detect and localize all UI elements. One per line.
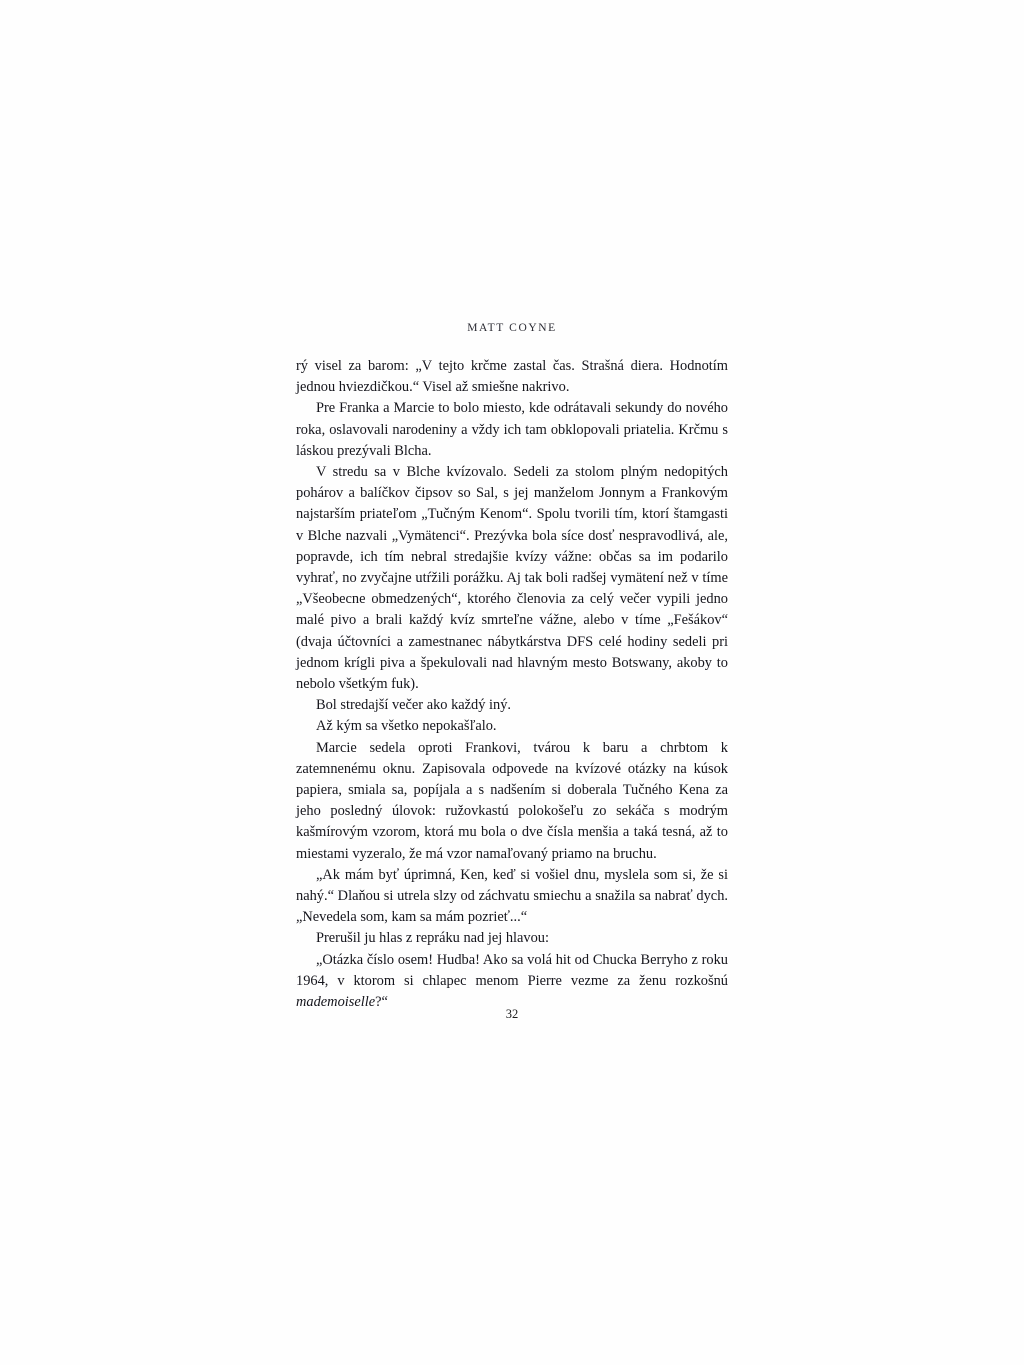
paragraph: Bol stredajší večer ako každý iný. — [316, 697, 512, 714]
paragraph: Prerušil ju hlas z repráku nad jej hlavou: — [316, 930, 549, 947]
paragraph: V stredu sa v Blche kvízovalo. Sedeli za stolom plným nedopitých pohárov a balíčkov čipsov so Sal, s jej manželom Jonnym a Frankovým najstarším priateľom „Tučným Kenom“. Spolu tvorili tím, ktorí štamgasti v Blche nazvali „Vymätenci“. Prezývka bola síce dosť nespravodlivá, ale, popravde, ich tím nebral stredajšie kvízy vážne: občas sa im podarilo vyhrať, no zvyčajne utŕžili porážku. Aj tak boli radšej vymätení než v tíme „Všeobecne obmedzených“, ktorého členovia za celý večer vypili jedno malé pivo a brali každý kvíz smrteľne vážne, alebo v tíme „Fešákov“ (dvaja účtovníci a zamestnanec nábytkárstva DFS celé hodiny sedeli pri jednom krígli piva a špekulovali nad hlavným mesto Botswany, akoby to nebolo všetkým fuk). — [296, 464, 728, 693]
body-copy — [296, 356, 728, 1013]
paragraph-suffix: ?“ — [375, 994, 388, 1011]
paragraph-with-italic — [296, 950, 728, 1014]
paragraph: Marcie sedela oproti Frankovi, tvárou k baru a chrbtom k zatemnenému oknu. Zapisovala odpovede na kvízové otázky na kúsok papiera, smiala sa, popíjala a s nadšením si doberala Tučného Kena za jeho posledný úlovok: ružovkastú polokošeľu zo sekáča s modrým kašmírovým vzorom, ktorá mu bola o dve čísla menšia a taká tesná, až to miestami vyzeralo, že má vzor namaľovaný priamo na bruchu. — [296, 739, 728, 862]
paragraph: rý visel za barom: „V tejto krčme zastal čas. Strašná diera. Hodnotím jednou hviezdičkou.“ Visel až smiešne nakrivo. — [296, 358, 728, 396]
page-number: 32 — [505, 1007, 519, 1021]
running-head: MATT COYNE — [467, 322, 557, 334]
paragraph: Až kým sa všetko nepokašľalo. — [316, 718, 497, 735]
paragraph-prefix: „Otázka číslo osem! Hudba! Ako sa volá hit od Chucka Berryho z roku 1964, v ktorom si chlapec menom Pierre vezme za ženu rozkošnú — [296, 951, 728, 989]
paragraph: „Ak mám byť úprimná, Ken, keď si vošiel dnu, myslela som si, že si nahý.“ Dlaňou si utrela slzy od záchvatu smiechu a snažila sa nabrať dych. „Nevedela som, kam sa mám pozrieť...“ — [296, 866, 728, 926]
page-text-block — [296, 322, 728, 1013]
paragraph-italic-title: mademoiselle — [296, 994, 376, 1011]
paragraph: Pre Franka a Marcie to bolo miesto, kde odrátavali sekundy do nového roka, oslavovali narodeniny a vždy ich tam obklopovali priatelia. Krčmu s láskou prezývali Blcha. — [296, 400, 728, 459]
